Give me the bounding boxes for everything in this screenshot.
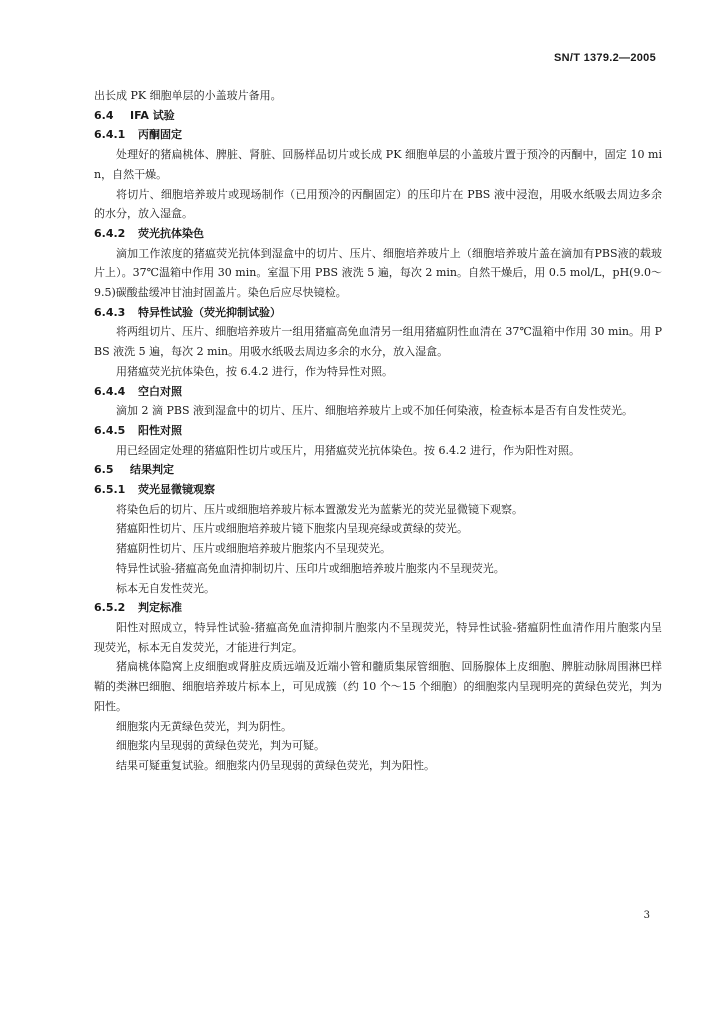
section-number: 6.5.2 [94, 601, 126, 615]
body-paragraph: 特异性试验-猪瘟高免血清抑制切片、压印片或细胞培养玻片胞浆内不呈现荧光。 [116, 561, 505, 575]
body-paragraph: 将切片、细胞培养玻片或现场制作（已用预冷的丙酮固定）的压印片在 PBS 液中浸泡，用吸水纸吸去周边多余的水分，放入湿盒。 [94, 187, 662, 221]
section-heading [94, 125, 662, 145]
body-paragraph: 结果可疑重复试验。细胞浆内仍呈现弱的黄绿色荧光，判为阳性。 [116, 758, 435, 772]
section-number: 6.4.2 [94, 226, 126, 240]
section-heading [94, 598, 662, 618]
body-paragraph: 猪瘟阴性切片、压片或细胞培养玻片胞浆内不呈现荧光。 [116, 542, 391, 556]
section-title: 阳性对照 [138, 423, 182, 437]
body-paragraph: 出长成 PK 细胞单层的小盖玻片备用。 [94, 89, 282, 102]
section-heading [94, 106, 662, 126]
body-paragraph: 细胞浆内呈现弱的黄绿色荧光，判为可疑。 [116, 739, 325, 753]
section-heading [94, 480, 662, 500]
section-number: 6.4.3 [94, 305, 126, 319]
section-number: 6.4 [94, 108, 114, 122]
body-paragraph: 滴加 2 滴 PBS 液到湿盒中的切片、压片、细胞培养玻片上或不加任何染液，检查标本是否有自发性荧光。 [116, 404, 634, 418]
document-body [94, 86, 662, 776]
body-paragraph: 标本无自发性荧光。 [116, 581, 215, 595]
section-heading [94, 421, 662, 441]
section-title: 结果判定 [130, 463, 174, 477]
section-heading [94, 382, 662, 402]
standard-code-header: SN/T 1379.2—2005 [553, 52, 656, 64]
section-number: 6.4.5 [94, 423, 126, 437]
section-title: 特异性试验（荧光抑制试验） [138, 305, 281, 319]
section-title: 丙酮固定 [138, 128, 182, 142]
section-heading [94, 460, 662, 480]
section-title: 判定标准 [138, 601, 182, 615]
section-number: 6.4.1 [94, 128, 126, 142]
body-paragraph: 将染色后的切片、压片或细胞培养玻片标本置激发光为蓝紫光的荧光显微镜下观察。 [116, 502, 523, 516]
page-number: 3 [643, 910, 650, 921]
section-number: 6.4.4 [94, 384, 126, 398]
body-paragraph: 用已经固定处理的猪瘟阳性切片或压片，用猪瘟荧光抗体染色。按 6.4.2 进行，作为阳性对照。 [116, 443, 580, 457]
body-paragraph: 猪瘟阳性切片、压片或细胞培养玻片镜下胞浆内呈现亮绿或黄绿的荧光。 [116, 522, 468, 536]
section-title: IFA 试验 [130, 108, 175, 122]
body-paragraph: 细胞浆内无黄绿色荧光，判为阴性。 [116, 719, 292, 733]
section-title: 荧光抗体染色 [138, 226, 204, 240]
section-heading [94, 224, 662, 244]
body-paragraph: 处理好的猪扁桃体、脾脏、肾脏、回肠样品切片或长成 PK 细胞单层的小盖玻片置于预冷的丙酮中，固定 10 min，自然干燥。 [94, 148, 662, 181]
body-paragraph: 滴加工作浓度的猪瘟荧光抗体到湿盒中的切片、压片、细胞培养玻片上（细胞培养玻片盖在滴加有PBS液的载玻片上）。37℃温箱中作用 30 min。室温下用 PBS 液洗 5 遍，每次 2 min。自然干燥后，用 0.5 mol/L，pH(9.0～9.5)碳酸盐缓冲甘油封固盖片。染色后应尽快镜检。 [94, 246, 662, 300]
section-number: 6.5 [94, 463, 114, 477]
body-paragraph: 阳性对照成立，特异性试验-猪瘟高免血清抑制片胞浆内不呈现荧光，特异性试验-猪瘟阴性血清作用片胞浆内呈现荧光，标本无自发荧光，才能进行判定。 [94, 620, 662, 654]
body-paragraph: 将两组切片、压片、细胞培养玻片一组用猪瘟高免血清另一组用猪瘟阴性血清在 37℃温箱中作用 30 min。用 PBS 液洗 5 遍，每次 2 min。用吸水纸吸去周边多余的水分，放入湿盒。 [94, 325, 662, 359]
body-paragraph: 猪扁桃体隐窝上皮细胞或肾脏皮质远端及近端小管和髓质集尿管细胞、回肠腺体上皮细胞、脾脏动脉周围淋巴样鞘的类淋巴细胞、细胞培养玻片标本上，可见成簇（约 10 个～15 个细胞）的细胞浆内呈现明亮的黄绿色荧光，判为阳性。 [94, 660, 662, 713]
section-title: 空白对照 [138, 384, 182, 398]
body-paragraph: 用猪瘟荧光抗体染色，按 6.4.2 进行，作为特异性对照。 [116, 364, 393, 378]
section-heading [94, 303, 662, 323]
section-number: 6.5.1 [94, 483, 126, 497]
section-title: 荧光显微镜观察 [138, 483, 215, 497]
